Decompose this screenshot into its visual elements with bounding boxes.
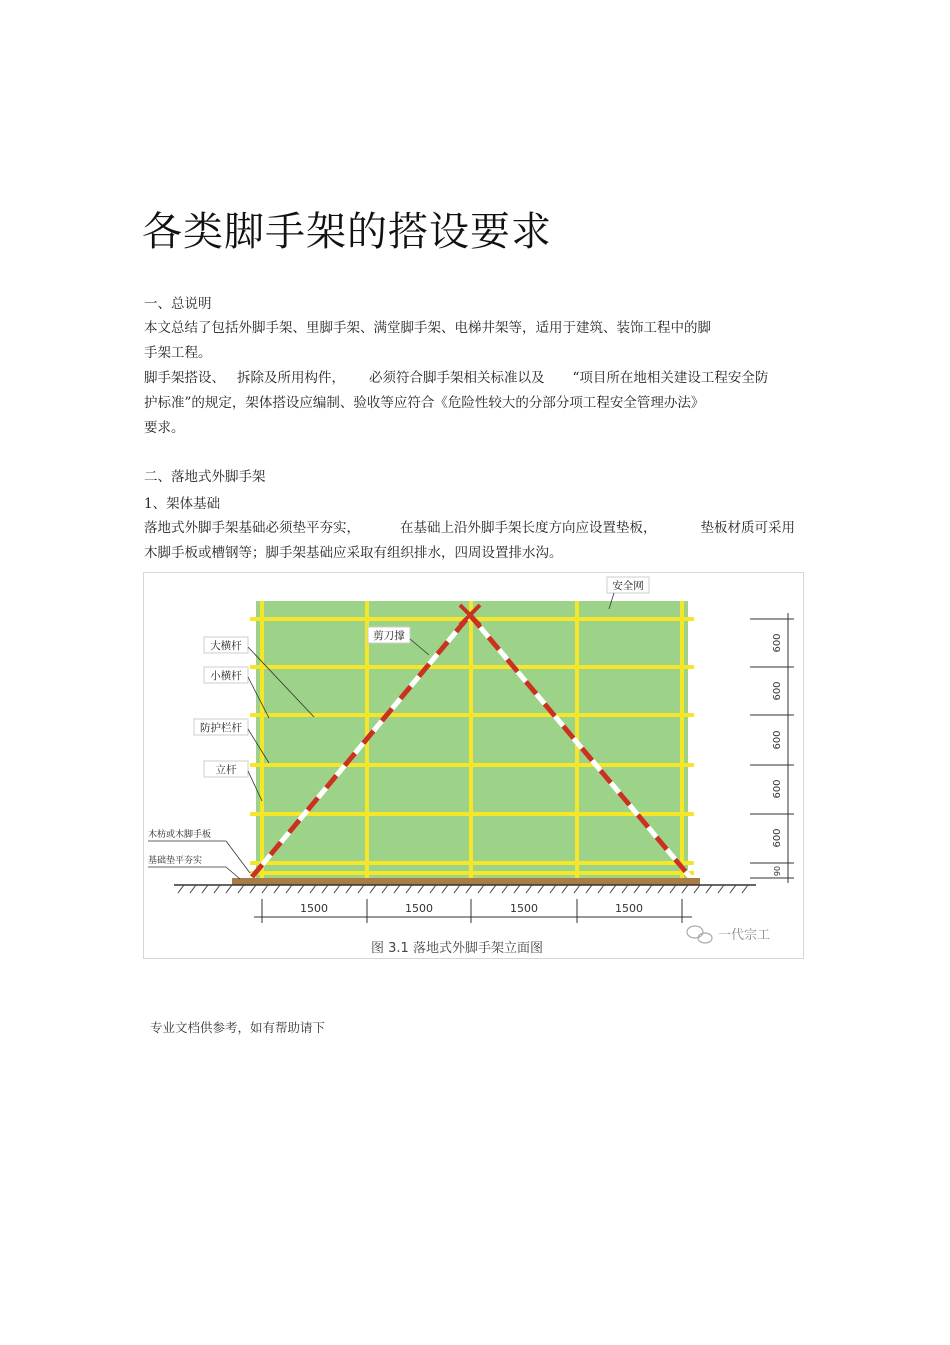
label-big-crossbar: 大横杆 [210, 640, 242, 652]
dim-label-v: 600 [772, 730, 783, 750]
label-scissor-brace: 剪刀撑 [373, 630, 405, 642]
watermark-icon [687, 926, 712, 943]
text-run: 垫板材质可采用 [700, 520, 795, 536]
text-run: “项目所在地相关建设工程安全防 [572, 370, 769, 386]
label-small-crossbar: 小横杆 [210, 670, 242, 682]
base-board [232, 878, 700, 885]
dim-label-h: 1500 [615, 902, 643, 915]
label-wood-board: 木枋或木脚手板 [148, 830, 212, 840]
text-run: 落地式外脚手架基础必须垫平夯实， [144, 520, 360, 536]
watermark-text: 一代宗工 [718, 928, 771, 943]
label-guard-rail: 防护栏杆 [200, 722, 242, 734]
label-upright: 立杆 [215, 764, 237, 776]
dim-label-v: 600 [772, 779, 783, 799]
paragraph-line: 手架工程。 [144, 345, 212, 361]
text-run: 在基础上沿外脚手架长度方向应设置垫板， [400, 520, 657, 536]
dim-label-v: 600 [772, 681, 783, 701]
figure-caption: 图 3.1 落地式外脚手架立面图 [371, 941, 543, 956]
leader-line [226, 867, 240, 879]
text-run: 脚手架搭设、 [144, 370, 225, 386]
label-foundation: 基础垫平夯实 [148, 856, 203, 866]
paragraph-line: 木脚手板或槽钢等；脚手架基础应采取有组织排水，四周设置排水沟。 [144, 545, 563, 561]
page-title: 各类脚手架的搭设要求 [142, 209, 552, 255]
text-run: 拆除及所用构件， [237, 370, 345, 386]
section-heading-floor-scaffold: 二、落地式外脚手架 [144, 469, 266, 485]
page-footer-note: 专业文档供参考，如有帮助请下 [150, 1020, 326, 1035]
scaffold-diagram [144, 573, 803, 958]
dim-label-h: 1500 [510, 902, 538, 915]
dim-label-v: 600 [772, 828, 783, 848]
dim-label-h: 1500 [300, 902, 328, 915]
paragraph-line: 护标准”的规定，架体搭设应编制、验收等应符合《危险性较大的分部分项工程安全管理办法》 [144, 395, 705, 411]
paragraph-line: 本文总结了包括外脚手架、里脚手架、满堂脚手架、电梯井架等，适用于建筑、装饰工程中的脚 [144, 320, 711, 336]
text-run: 必须符合脚手架相关标准以及 [369, 370, 545, 386]
paragraph-line [144, 518, 795, 538]
leader-line [226, 841, 250, 873]
section-heading-general: 一、总说明 [144, 296, 212, 312]
paragraph-line [144, 368, 768, 388]
dim-label-v: 600 [772, 633, 783, 653]
dim-label-v: 90 [773, 865, 782, 877]
label-safety-net: 安全网 [612, 580, 644, 592]
subsection-heading: 1、架体基础 [144, 496, 221, 512]
paragraph-line: 要求。 [144, 420, 185, 436]
ground-hatch [178, 885, 748, 893]
scaffold-elevation-figure [143, 572, 804, 959]
dim-label-h: 1500 [405, 902, 433, 915]
